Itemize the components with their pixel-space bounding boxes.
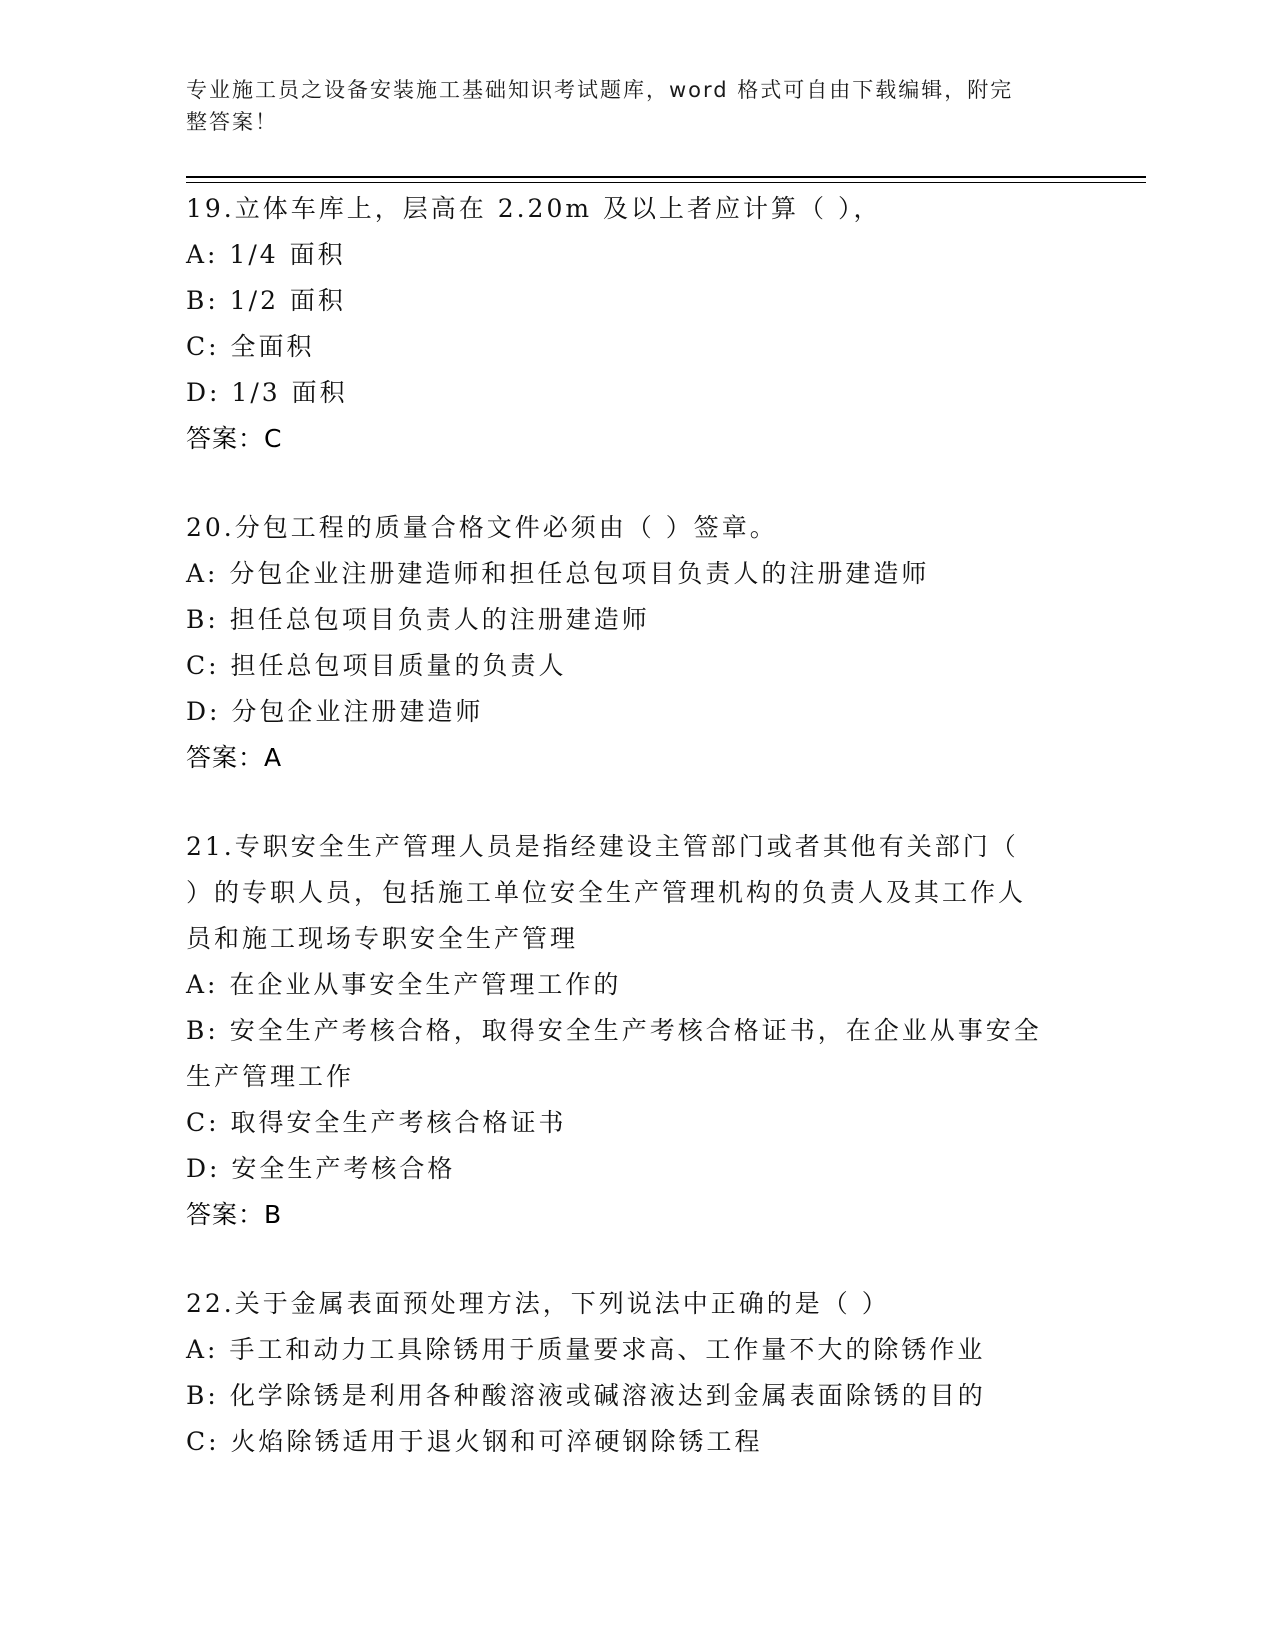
question-22 (186, 1281, 1066, 1465)
header-line-1: 专业施工员之设备安装施工基础知识考试题库，word 格式可自由下载编辑，附完 (186, 78, 1014, 102)
question-20 (186, 505, 1066, 781)
header-divider-thick (186, 176, 1146, 178)
option-d: D: 1/3 面积 (186, 378, 348, 407)
answer-label: 答案：B (186, 1200, 283, 1229)
option-b: B: 担任总包项目负责人的注册建造师 (186, 605, 650, 634)
option-a: A: 手工和动力工具除锈用于质量要求高、工作量不大的除锈作业 (186, 1335, 986, 1364)
option-a: A: 1/4 面积 (186, 240, 346, 269)
document-header (186, 74, 1066, 138)
question-stem: 21.专职安全生产管理人员是指经建设主管部门或者其他有关部门（ (186, 832, 1019, 861)
option-b: B: 安全生产考核合格，取得安全生产考核合格证书，在企业从事安全 (186, 1016, 1042, 1045)
question-stem: 19.立体车库上，层高在 2.20m 及以上者应计算（ ）， (186, 194, 882, 223)
question-19 (186, 186, 1066, 462)
option-c: C: 全面积 (186, 332, 315, 361)
answer-label: 答案：C (186, 424, 283, 453)
question-stem-continued: 员和施工现场专职安全生产管理 (186, 924, 579, 953)
option-a: A: 在企业从事安全生产管理工作的 (186, 970, 622, 999)
option-b: B: 化学除锈是利用各种酸溶液或碱溶液达到金属表面除锈的目的 (186, 1381, 986, 1410)
option-a: A: 分包企业注册建造师和担任总包项目负责人的注册建造师 (186, 559, 930, 588)
option-b: B: 1/2 面积 (186, 286, 346, 315)
option-d: D: 安全生产考核合格 (186, 1154, 456, 1183)
question-21 (186, 824, 1066, 1238)
header-divider-thin (186, 182, 1146, 183)
header-line-2: 整答案！ (186, 110, 278, 134)
answer-label: 答案：A (186, 743, 283, 772)
question-stem: 20.分包工程的质量合格文件必须由（ ）签章。 (186, 513, 778, 542)
option-d: D: 分包企业注册建造师 (186, 697, 484, 726)
question-stem: 22.关于金属表面预处理方法，下列说法中正确的是（ ） (186, 1289, 890, 1318)
option-c: C: 取得安全生产考核合格证书 (186, 1108, 567, 1137)
option-b-continued: 生产管理工作 (186, 1062, 355, 1091)
question-stem-continued: ）的专职人员，包括施工单位安全生产管理机构的负责人及其工作人 (186, 878, 1027, 907)
option-c: C: 担任总包项目质量的负责人 (186, 651, 567, 680)
option-c: C: 火焰除锈适用于退火钢和可淬硬钢除锈工程 (186, 1427, 763, 1456)
